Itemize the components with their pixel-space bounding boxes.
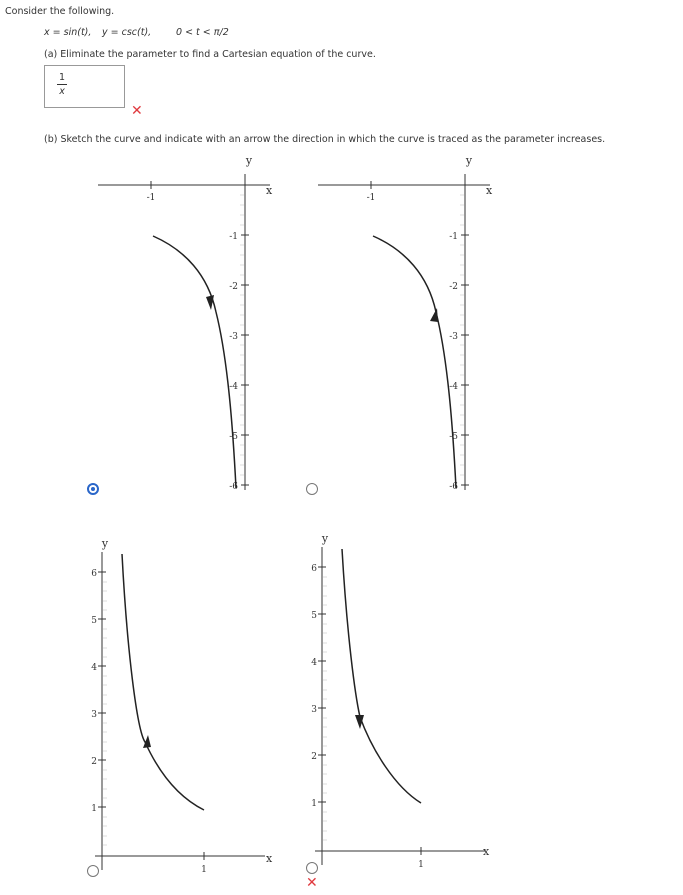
x-axis-label: x: [483, 845, 490, 858]
x-tick-neg1: -1: [146, 193, 156, 203]
y-tick-label: -4: [229, 382, 238, 392]
x-tick-1: 1: [418, 860, 424, 870]
x-axis-label: x: [486, 184, 493, 197]
y-tick-label: 5: [311, 611, 317, 621]
y-tick-label: 2: [91, 757, 97, 767]
x-tick-neg1: -1: [366, 193, 376, 203]
y-axis-label: y: [245, 154, 253, 167]
x-axis-label: x: [266, 184, 273, 197]
y-tick-label: -1: [449, 232, 458, 242]
y-tick-label: 6: [91, 569, 97, 579]
part-a-prompt: (a) Eliminate the parameter to find a Cartesian equation of the curve.: [44, 49, 376, 60]
y-axis-label: y: [101, 537, 109, 550]
y-tick-label: -2: [229, 282, 238, 292]
fraction-bar: [57, 84, 67, 85]
option-3-radio[interactable]: [87, 865, 99, 877]
part-a-answer-field[interactable]: [44, 65, 125, 108]
y-tick-label: 3: [91, 710, 97, 720]
y-tick-label: -6: [229, 482, 238, 492]
part-a-incorrect-icon: ✕: [131, 103, 143, 119]
graph-option-1: [90, 150, 290, 490]
y-tick-label: -6: [449, 482, 458, 492]
y-tick-label: -1: [229, 232, 238, 242]
curve: [342, 549, 421, 803]
graph-option-2: [310, 150, 510, 490]
part-b-incorrect-icon: ✕: [306, 875, 318, 891]
y-tick-label: -2: [449, 282, 458, 292]
y-tick-label: -3: [229, 332, 238, 342]
answer-fraction: [57, 72, 67, 97]
y-tick-label: -5: [449, 432, 458, 442]
y-tick-label: 6: [311, 564, 317, 574]
y-tick-label: 4: [311, 658, 317, 668]
graph-option-4: [300, 525, 500, 870]
y-axis-label: y: [465, 154, 473, 167]
option-4-radio[interactable]: [306, 862, 318, 874]
part-b-prompt: (b) Sketch the curve and indicate with an arrow the direction in which the curve is traced as the parameter increases.: [44, 134, 606, 145]
answer-numerator: 1: [58, 72, 66, 83]
x-equation: x = sin(t),: [44, 27, 92, 38]
y-equation: y = csc(t),: [102, 27, 152, 38]
graph-option-3: [80, 530, 280, 875]
y-axis-label: y: [321, 532, 329, 545]
option-1-radio[interactable]: [87, 483, 99, 495]
option-2-radio[interactable]: [306, 483, 318, 495]
question-intro: Consider the following.: [5, 6, 115, 17]
y-tick-label: 1: [91, 804, 97, 814]
y-tick-label: -5: [229, 432, 238, 442]
curve: [373, 236, 456, 488]
parameter-domain: 0 < t < π/2: [176, 27, 229, 38]
x-tick-1: 1: [201, 865, 207, 875]
y-tick-label: 1: [311, 799, 317, 809]
y-tick-label: 4: [91, 663, 97, 673]
y-tick-label: 5: [91, 616, 97, 626]
direction-arrow: [430, 308, 438, 322]
y-tick-label: 3: [311, 705, 317, 715]
curve: [153, 236, 236, 488]
x-axis-label: x: [266, 852, 273, 865]
y-tick-label: -4: [449, 382, 458, 392]
answer-denominator: x: [59, 86, 65, 97]
y-tick-label: 2: [311, 752, 317, 762]
y-tick-label: -3: [449, 332, 458, 342]
curve: [122, 554, 204, 810]
